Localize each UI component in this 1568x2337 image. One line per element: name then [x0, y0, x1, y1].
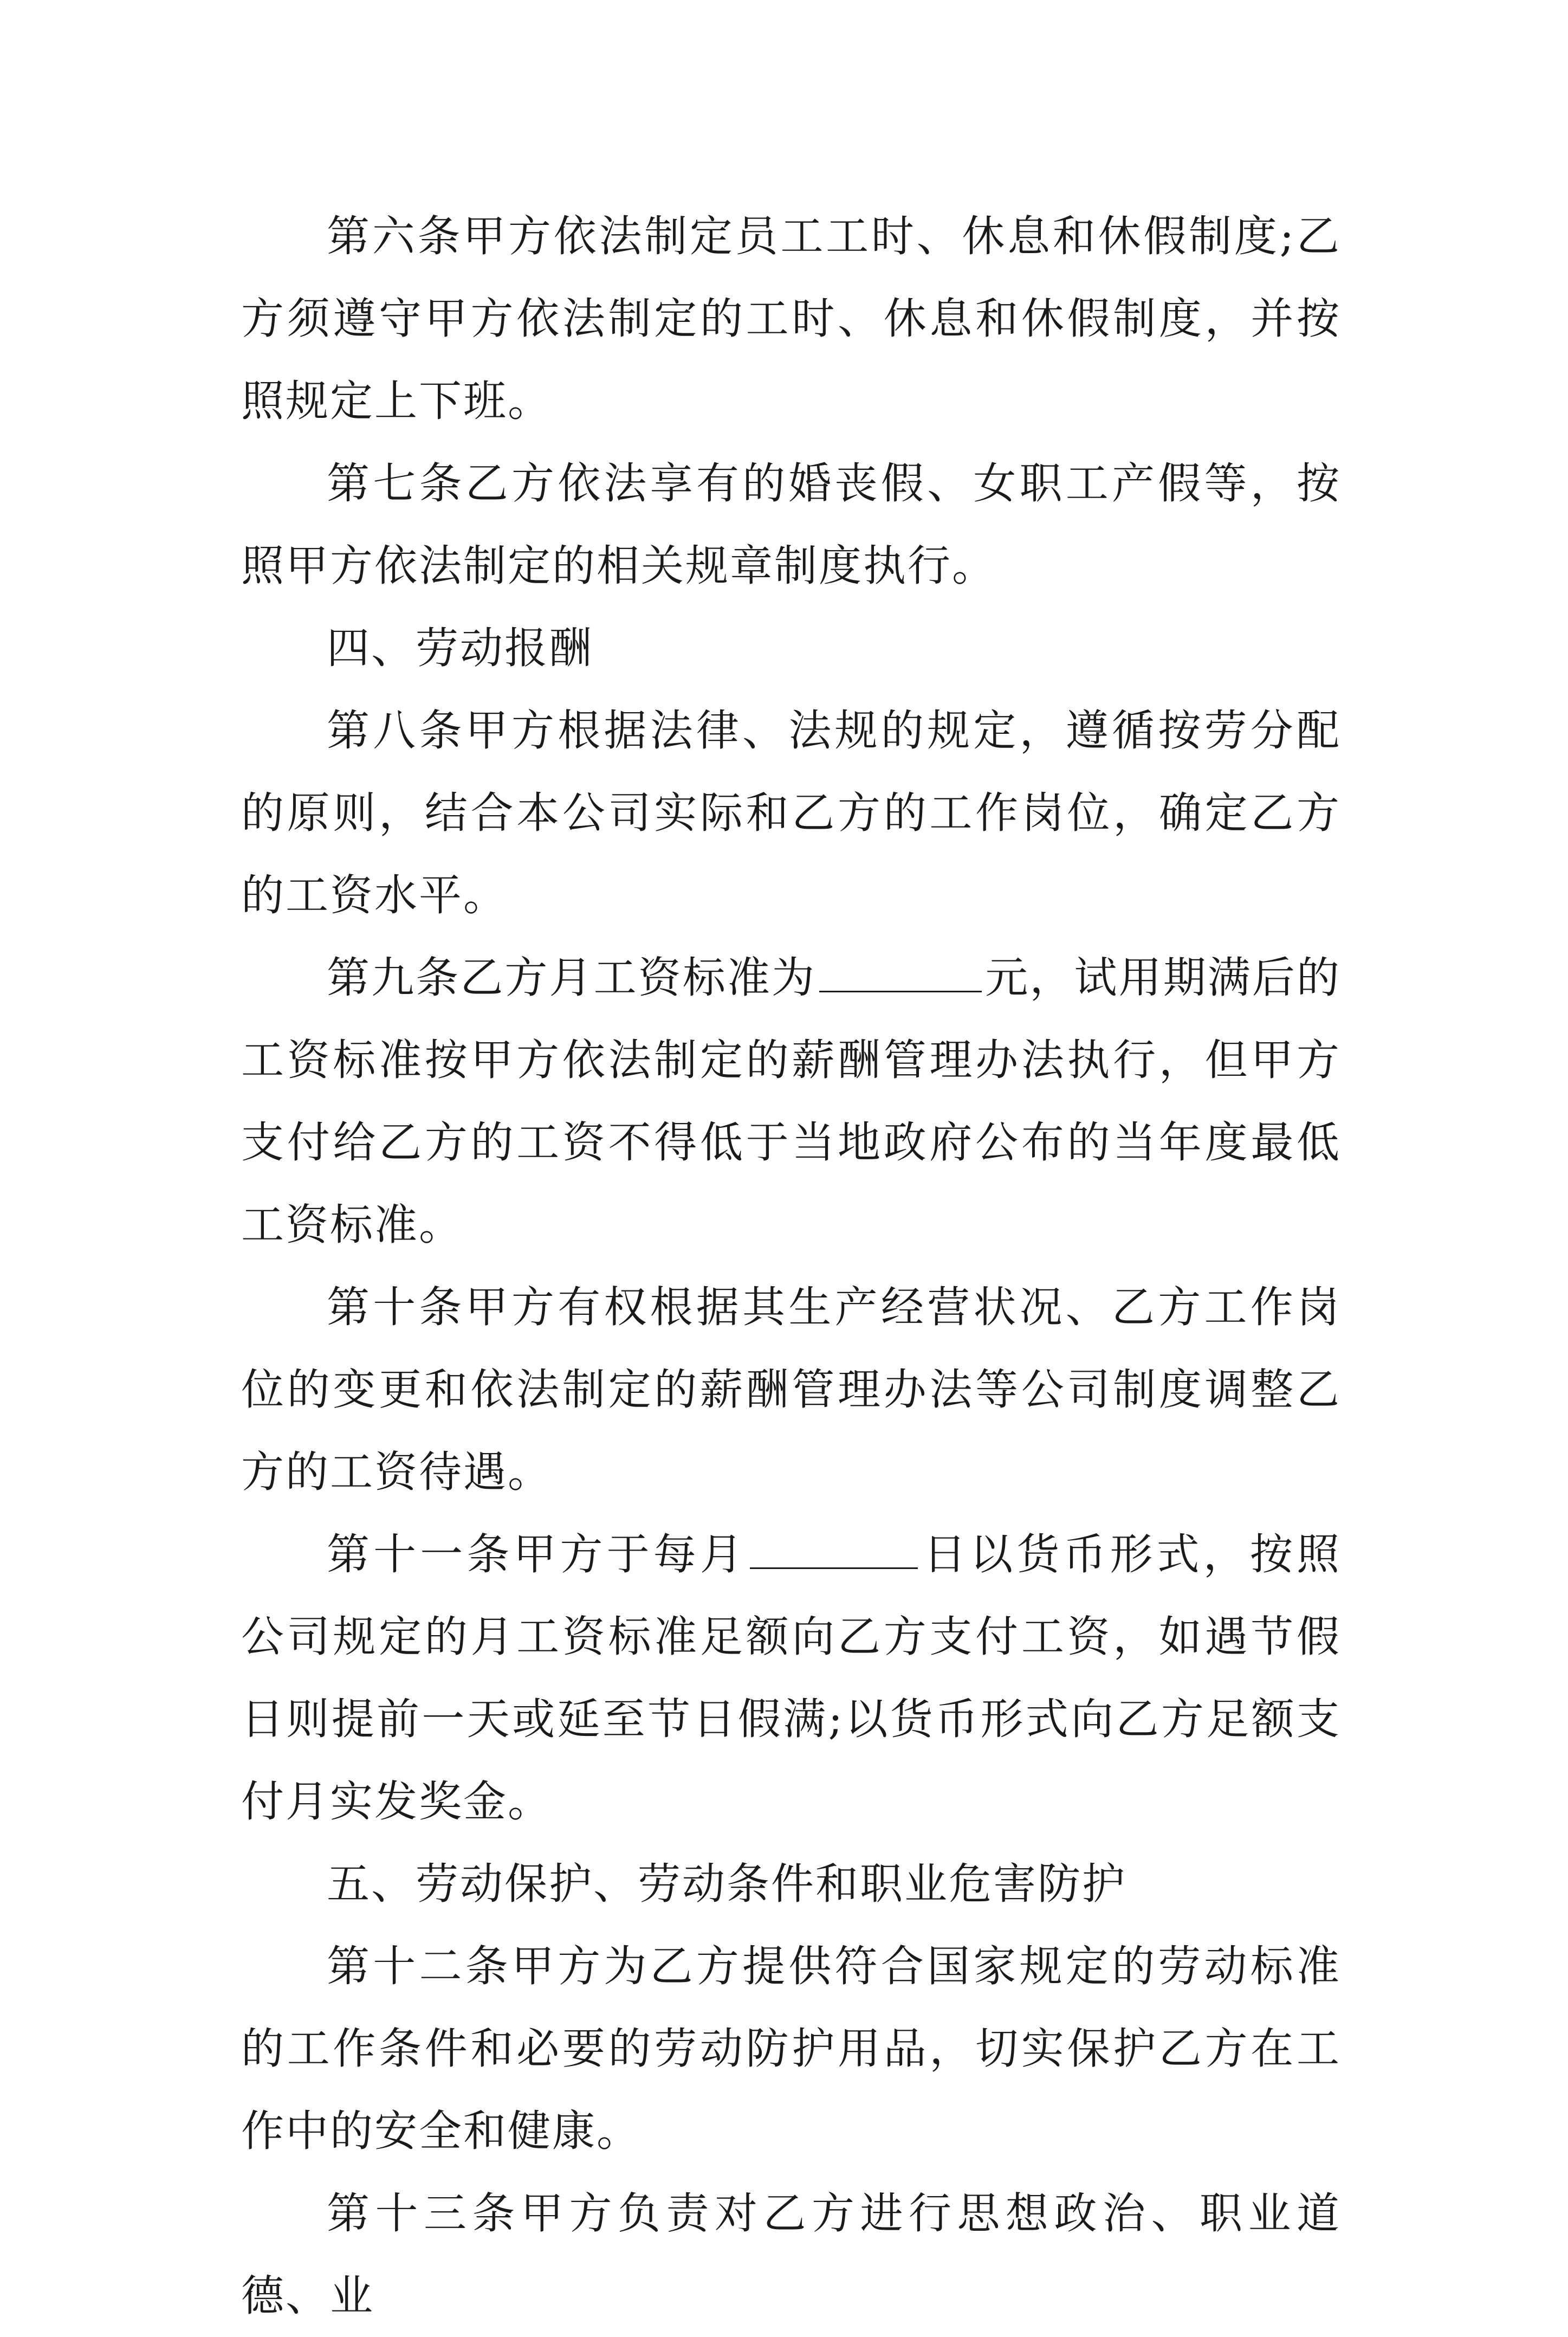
clause-11-after: 日以货币形式，按照公司规定的月工资标准足额向乙方支付工资，如遇节假日则提前一天或延至节日假满;以货币形式向乙方足额支付月实发奖金。: [241, 1529, 1342, 1826]
clause-11: [241, 1513, 1341, 1843]
clause-9-after: 元，试用期满后的工资标准按甲方依法制定的薪酬管理办法执行，但甲方支付给乙方的工资不得低于当地政府公布的当年度最低工资标准。: [241, 953, 1342, 1250]
clause-13: 第十三条甲方负责对乙方进行思想政治、职业道德、业: [241, 2188, 1341, 2321]
clause-12: 第十二条甲方为乙方提供符合国家规定的劳动标准的工作条件和必要的劳动防护用品，切实保护乙方在工作中的安全和健康。: [241, 1941, 1341, 2156]
document-body: [241, 195, 1341, 2337]
clause-6: 第六条甲方依法制定员工工时、休息和休假制度;乙方须遵守甲方依法制定的工时、休息和休假制度，并按照规定上下班。: [241, 211, 1341, 426]
clause-7: 第七条乙方依法享有的婚丧假、女职工产假等，按照甲方依法制定的相关规章制度执行。: [241, 459, 1341, 591]
payday-blank-field[interactable]: [750, 1534, 918, 1569]
clause-8: 第八条甲方根据法律、法规的规定，遵循按劳分配的原则，结合本公司实际和乙方的工作岗位，确定乙方的工资水平。: [241, 706, 1341, 920]
section-heading-5: 五、劳动保护、劳动条件和职业危害防护: [327, 1859, 1126, 1909]
section-heading-4: 四、劳动报酬: [327, 623, 593, 673]
clause-11-before: 第十一条甲方于每月: [327, 1529, 747, 1579]
clause-10: 第十条甲方有权根据其生产经营状况、乙方工作岗位的变更和依法制定的薪酬管理办法等公司制度调整乙方的工资待遇。: [241, 1282, 1341, 1497]
clause-9: [241, 937, 1341, 1266]
salary-blank-field[interactable]: [819, 957, 982, 992]
clause-9-before: 第九条乙方月工资标准为: [327, 953, 817, 1003]
